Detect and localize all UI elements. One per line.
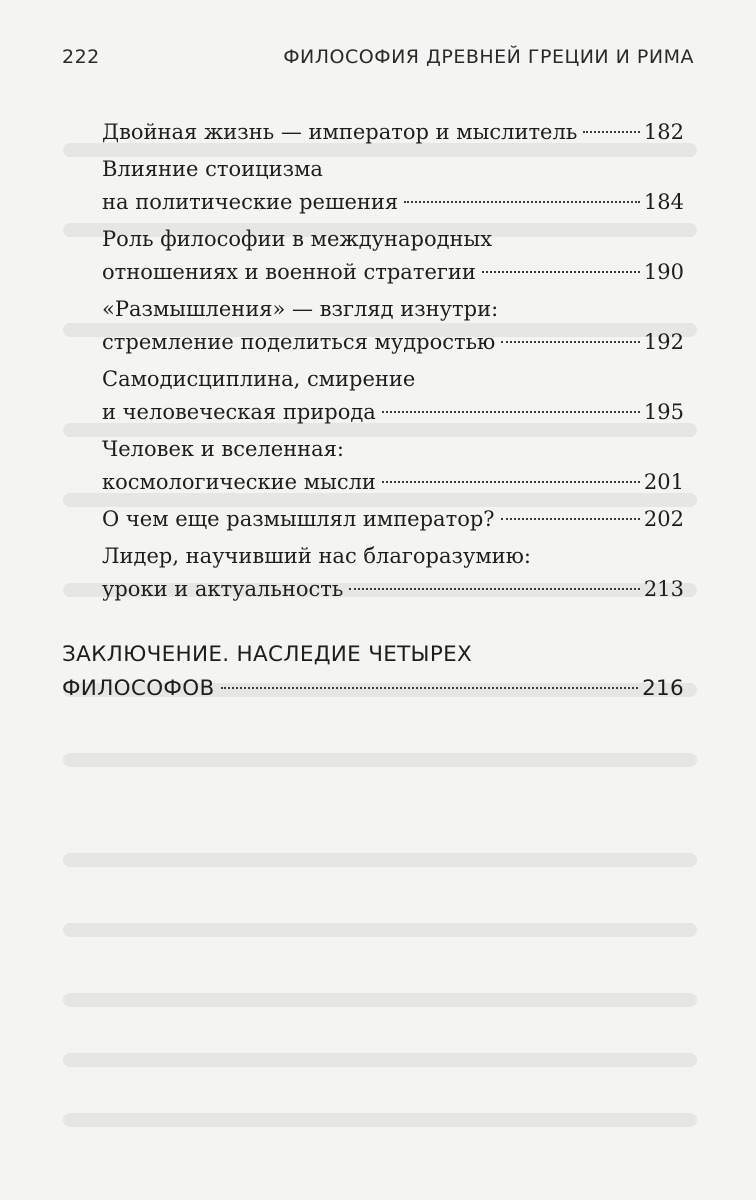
toc-entry-title: Роль философии в международных bbox=[102, 227, 493, 251]
toc-entry-title: и человеческая природа bbox=[102, 400, 376, 424]
toc-entry-title: отношениях и военной стратегии bbox=[102, 260, 476, 284]
toc-page-number: 190 bbox=[643, 260, 684, 284]
running-head bbox=[62, 46, 694, 76]
dot-leader bbox=[501, 341, 640, 343]
toc-entry-title: на политические решения bbox=[102, 190, 399, 214]
toc-entry-title: Двойная жизнь — император и мыслитель bbox=[102, 120, 578, 144]
toc-entry-title: Влияние стоицизма bbox=[102, 157, 323, 181]
toc-entry[interactable] bbox=[102, 153, 684, 219]
toc-entry-title: космологические мысли bbox=[102, 470, 376, 494]
toc-entry[interactable] bbox=[102, 363, 684, 429]
dot-leader bbox=[382, 411, 640, 413]
toc-page-number: 202 bbox=[643, 507, 684, 531]
toc-entry[interactable] bbox=[102, 293, 684, 359]
toc-entry[interactable] bbox=[102, 540, 684, 606]
toc-entry[interactable] bbox=[102, 503, 684, 536]
table-of-contents bbox=[0, 116, 756, 710]
chapter-title: ЗАКЛЮЧЕНИЕ. НАСЛЕДИЕ ЧЕТЫРЕХ bbox=[62, 642, 473, 667]
dot-leader bbox=[482, 271, 640, 273]
toc-page-number: 201 bbox=[643, 470, 684, 494]
toc-page-number: 184 bbox=[643, 190, 684, 214]
toc-entry-title: Человек и вселенная: bbox=[102, 437, 344, 461]
dot-leader bbox=[382, 481, 640, 483]
toc-page-number: 192 bbox=[643, 330, 684, 354]
toc-entry[interactable] bbox=[102, 223, 684, 289]
toc-entry-title: О чем еще размышлял император? bbox=[102, 507, 495, 531]
toc-entry-title: Самодисциплина, смирение bbox=[102, 367, 416, 391]
toc-entry-title: уроки и актуальность bbox=[102, 577, 344, 601]
dot-leader bbox=[501, 518, 640, 520]
toc-entry-title: Лидер, научивший нас благоразумию: bbox=[102, 544, 532, 568]
toc-page-number: 213 bbox=[643, 577, 684, 601]
chapter-title: ФИЛОСОФОВ bbox=[62, 676, 215, 701]
dot-leader bbox=[221, 687, 639, 689]
dot-leader bbox=[349, 588, 640, 590]
toc-page-number: 182 bbox=[643, 120, 684, 144]
toc-entry[interactable] bbox=[102, 433, 684, 499]
toc-chapter-entry[interactable] bbox=[62, 638, 684, 706]
page-number: 222 bbox=[62, 46, 100, 68]
running-title: ФИЛОСОФИЯ ДРЕВНЕЙ ГРЕЦИИ И РИМА bbox=[283, 46, 694, 68]
dot-leader bbox=[404, 201, 640, 203]
dot-leader bbox=[583, 131, 640, 133]
toc-entry-title: «Размышления» — взгляд изнутри: bbox=[102, 297, 499, 321]
toc-entry-title: стремление поделиться мудростью bbox=[102, 330, 496, 354]
chapter-page-number: 216 bbox=[642, 676, 684, 701]
toc-entry[interactable] bbox=[102, 116, 684, 149]
toc-page-number: 195 bbox=[643, 400, 684, 424]
